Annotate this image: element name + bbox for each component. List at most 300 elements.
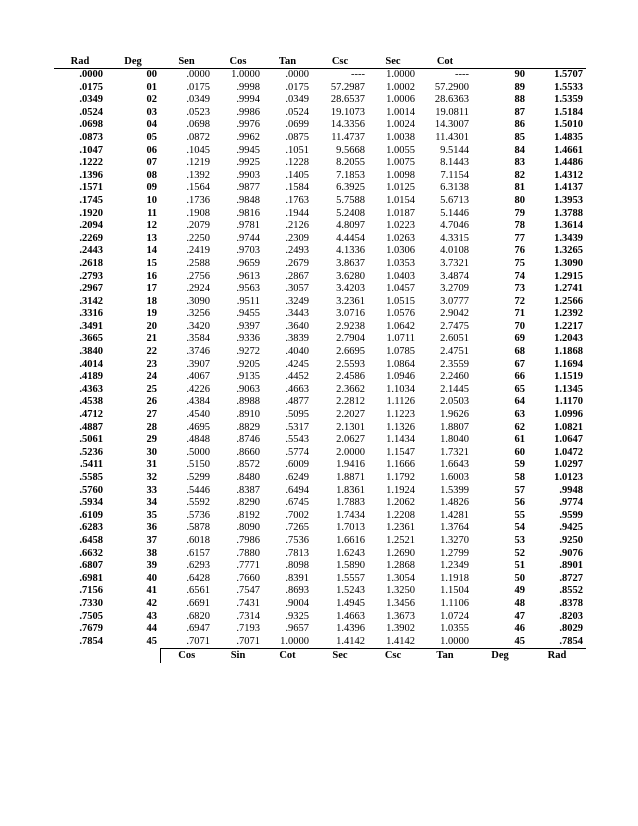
table-cell: .2924	[186, 283, 210, 295]
table-cell: .4245	[285, 358, 309, 370]
table-cell: 44	[146, 623, 157, 635]
table-cell: 61	[514, 434, 525, 446]
table-row	[54, 119, 586, 132]
table-cell: 4.0108	[440, 245, 469, 257]
table-cell: 1.1170	[554, 396, 583, 408]
table-cell: 00	[146, 69, 157, 80]
table-cell: 1.0353	[386, 257, 415, 269]
table-cell: .2679	[285, 257, 309, 269]
header-cell	[472, 55, 528, 69]
table-cell: .6691	[186, 597, 210, 609]
table-cell: .1920	[79, 207, 103, 219]
table-cell: 76	[514, 245, 525, 257]
table-cell: 05	[146, 131, 157, 143]
table-cell: 1.0187	[386, 207, 415, 219]
table-cell: 1.0821	[554, 421, 583, 433]
table-cell: 1.0785	[386, 346, 415, 358]
table-cell: 2.7904	[336, 333, 365, 345]
table-cell: .0875	[285, 131, 309, 143]
table-cell: .7547	[236, 585, 260, 597]
header-cell: Cot	[418, 55, 472, 69]
table-cell: 1.0024	[386, 119, 415, 131]
table-row	[54, 371, 586, 384]
table-cell: .8552	[559, 585, 583, 597]
table-cell: 1.2208	[386, 509, 415, 521]
table-cell: 30	[146, 446, 157, 458]
table-cell: 56	[514, 497, 525, 509]
table-cell: .9986	[236, 106, 260, 118]
table-cell: 83	[514, 157, 525, 169]
table-cell: .2618	[79, 257, 103, 269]
table-cell: 45	[514, 635, 525, 647]
table-cell: 1.3764	[440, 522, 469, 534]
table-cell: 1.0711	[386, 333, 415, 345]
table-cell: 24	[146, 371, 157, 383]
table-cell: 1.0946	[386, 371, 415, 383]
table-row	[54, 182, 586, 195]
table-cell: .1405	[285, 169, 309, 181]
table-cell: 4.4454	[336, 232, 365, 244]
table-cell: 1.4281	[440, 509, 469, 521]
table-cell: 1.1694	[554, 358, 583, 370]
table-cell: 73	[514, 283, 525, 295]
table-cell: .2756	[186, 270, 210, 282]
table-cell: .3420	[186, 320, 210, 332]
table-cell: 9.5668	[336, 144, 365, 156]
table-row	[54, 548, 586, 561]
table-row	[54, 522, 586, 535]
table-cell: 2.2460	[440, 371, 469, 383]
table-cell: 31	[146, 459, 157, 471]
footer-cell	[106, 649, 160, 664]
table-cell: .8727	[559, 572, 583, 584]
table-cell: 1.1034	[386, 383, 415, 395]
table-cell: .5446	[186, 484, 210, 496]
table-cell: .1396	[79, 169, 103, 181]
footer-cell	[54, 649, 106, 664]
table-cell: 1.3614	[554, 220, 583, 232]
table-cell: .7986	[236, 534, 260, 546]
table-cell: 7.1154	[440, 169, 469, 181]
table-cell: .2588	[186, 257, 210, 269]
table-cell: 1.0355	[440, 623, 469, 635]
table-row	[54, 233, 586, 246]
table-cell: 68	[514, 346, 525, 358]
table-cell: .9948	[559, 484, 583, 496]
table-cell: .4877	[285, 396, 309, 408]
table-row	[54, 510, 586, 523]
table-cell: .7536	[285, 534, 309, 546]
table-cell: 1.6616	[336, 534, 365, 546]
table-cell: 2.2812	[336, 396, 365, 408]
table-cell: 03	[146, 106, 157, 118]
table-cell: .7771	[236, 560, 260, 572]
table-cell: 2.7475	[440, 320, 469, 332]
table-cell: 1.1223	[386, 409, 415, 421]
table-row	[54, 396, 586, 409]
header-cell: Sen	[160, 55, 213, 69]
table-cell: 2.6695	[336, 346, 365, 358]
table-cell: 4.1336	[336, 245, 365, 257]
table-cell: 16	[146, 270, 157, 282]
table-cell: .5095	[285, 409, 309, 421]
table-cell: 6.3138	[440, 182, 469, 194]
table-cell: .4067	[186, 371, 210, 383]
table-cell: .3746	[186, 346, 210, 358]
table-cell: 1.3902	[386, 623, 415, 635]
table-cell: 1.1666	[386, 459, 415, 471]
table-cell: 78	[514, 220, 525, 232]
table-cell: 1.0297	[554, 459, 583, 471]
table-row	[54, 145, 586, 158]
table-cell: .4887	[79, 421, 103, 433]
table-cell: 89	[514, 81, 525, 93]
table-cell: 1.8361	[336, 484, 365, 496]
table-cell: .9925	[236, 157, 260, 169]
table-cell: 2.0627	[336, 434, 365, 446]
table-cell: 1.0996	[554, 409, 583, 421]
table-cell: 82	[514, 169, 525, 181]
table-cell: 1.8807	[440, 421, 469, 433]
table-cell: .8910	[236, 409, 260, 421]
table-cell: 38	[146, 547, 157, 559]
table-cell: .6947	[186, 623, 210, 635]
table-cell: .0175	[285, 81, 309, 93]
table-cell: .0000	[79, 69, 103, 80]
table-cell: 1.3090	[554, 257, 583, 269]
table-cell: 1.0515	[386, 295, 415, 307]
table-cell: .9325	[285, 610, 309, 622]
table-cell: 5.1446	[440, 207, 469, 219]
table-cell: 3.2361	[336, 295, 365, 307]
table-cell: 1.1345	[554, 383, 583, 395]
table-cell: 25	[146, 383, 157, 395]
table-cell: .3142	[79, 295, 103, 307]
table-cell: 1.1918	[440, 572, 469, 584]
table-cell: 64	[514, 396, 525, 408]
table-cell: .6820	[186, 610, 210, 622]
table-cell: .5760	[79, 484, 103, 496]
table-cell: 09	[146, 182, 157, 194]
table-cell: 1.2361	[386, 522, 415, 534]
table-cell: 1.0000	[440, 635, 469, 647]
table-cell: .4695	[186, 421, 210, 433]
table-cell: .4452	[285, 371, 309, 383]
table-cell: 3.4203	[336, 283, 365, 295]
table-cell: 1.0457	[386, 283, 415, 295]
table-cell: 14.3007	[434, 119, 469, 131]
table-cell: 1.1504	[440, 585, 469, 597]
table-cell: 35	[146, 509, 157, 521]
table-cell: 84	[514, 144, 525, 156]
table-cell: .9962	[236, 131, 260, 143]
table-cell: .5543	[285, 434, 309, 446]
table-cell: 1.2349	[440, 560, 469, 572]
table-cell: 1.6243	[336, 547, 365, 559]
table-cell: 1.3456	[386, 597, 415, 609]
table-cell: 5.6713	[440, 194, 469, 206]
table-cell: 51	[514, 560, 525, 572]
table-cell: 3.8637	[336, 257, 365, 269]
table-row	[54, 321, 586, 334]
table-cell: 86	[514, 119, 525, 131]
table-cell: 1.0642	[386, 320, 415, 332]
table-cell: 1.0647	[554, 434, 583, 446]
table-cell: 1.8871	[336, 472, 365, 483]
table-cell: 7.1853	[336, 169, 365, 181]
table-cell: 1.7321	[440, 446, 469, 458]
table-cell: .8391	[285, 572, 309, 584]
table-cell: .7854	[79, 635, 103, 647]
table-cell: .0349	[79, 94, 103, 106]
table-cell: 71	[514, 308, 525, 320]
table-cell: 1.5010	[554, 119, 583, 131]
table-cell: 1.0263	[386, 232, 415, 244]
footer-cell: Sin	[213, 649, 263, 664]
table-cell: .9063	[236, 383, 260, 395]
table-cell: .0000	[285, 69, 309, 80]
table-cell: 1.1326	[386, 421, 415, 433]
table-row	[54, 283, 586, 296]
table-cell: .0175	[79, 81, 103, 93]
table-cell: .2967	[79, 283, 103, 295]
table-cell: 1.0038	[386, 131, 415, 143]
table-cell: 1.0403	[386, 270, 415, 282]
table-cell: .9250	[559, 534, 583, 546]
table-cell: .9336	[236, 333, 260, 345]
table-cell: 1.0576	[386, 308, 415, 320]
table-cell: .6494	[285, 484, 309, 496]
table-cell: .1392	[186, 169, 210, 181]
header-cell: Tan	[263, 55, 312, 69]
table-cell: .9659	[236, 257, 260, 269]
table-cell: 1.1924	[386, 484, 415, 496]
table-cell: 1.8040	[440, 434, 469, 446]
table-cell: 15	[146, 257, 157, 269]
table-cell: .9998	[236, 81, 260, 93]
table-cell: 12	[146, 220, 157, 232]
table-cell: .7660	[236, 572, 260, 584]
table-cell: .7002	[285, 509, 309, 521]
table-cell: 1.7883	[336, 497, 365, 509]
table-cell: 1.7434	[336, 509, 365, 521]
table-cell: 42	[146, 597, 157, 609]
table-cell: 43	[146, 610, 157, 622]
table-cell: .2079	[186, 220, 210, 232]
table-cell: .4538	[79, 396, 103, 408]
table-cell: 1.1792	[386, 472, 415, 483]
table-cell: .6293	[186, 560, 210, 572]
table-cell: .2867	[285, 270, 309, 282]
table-cell: 2.1445	[440, 383, 469, 395]
table-cell: 13	[146, 232, 157, 244]
table-cell: 19	[146, 308, 157, 320]
table-cell: .8829	[236, 421, 260, 433]
table-cell: .9076	[559, 547, 583, 559]
table-cell: .0698	[186, 119, 210, 131]
table-cell: 11.4301	[435, 131, 469, 143]
table-cell: .3316	[79, 308, 103, 320]
table-cell: .3057	[285, 283, 309, 295]
table-cell: .9877	[236, 182, 260, 194]
table-cell: .5061	[79, 434, 103, 446]
table-cell: .2269	[79, 232, 103, 244]
table-cell: 1.0000	[231, 69, 260, 80]
table-row	[54, 346, 586, 359]
table-cell: .9135	[236, 371, 260, 383]
table-cell: .9004	[285, 597, 309, 609]
table-cell: 46	[514, 623, 525, 635]
table-cell: 3.7321	[440, 257, 469, 269]
table-cell: .0523	[186, 106, 210, 118]
table-cell: 88	[514, 94, 525, 106]
table-cell: .2493	[285, 245, 309, 257]
table-cell: 1.0014	[386, 106, 415, 118]
table-row	[54, 472, 586, 485]
table-cell: 1.4826	[440, 497, 469, 509]
table-cell: 1.0055	[386, 144, 415, 156]
trig-table	[54, 55, 586, 663]
table-cell: 1.0223	[386, 220, 415, 232]
table-cell: .7071	[236, 635, 260, 647]
table-cell: .8290	[236, 497, 260, 509]
table-cell: 1.2043	[554, 333, 583, 345]
table-cell: .0699	[285, 119, 309, 131]
table-cell: .9511	[236, 295, 260, 307]
table-cell: 57	[514, 484, 525, 496]
table-cell: 70	[514, 320, 525, 332]
table-cell: .4540	[186, 409, 210, 421]
table-row	[54, 94, 586, 107]
table-cell: .2793	[79, 270, 103, 282]
table-cell: 1.2062	[386, 497, 415, 509]
table-row	[54, 245, 586, 258]
table-row	[54, 170, 586, 183]
table-cell: .3665	[79, 333, 103, 345]
table-row	[54, 82, 586, 95]
table-cell: .6632	[79, 547, 103, 559]
table-cell: 20	[146, 320, 157, 332]
header-cell: Rad	[54, 55, 106, 69]
table-cell: 36	[146, 522, 157, 534]
table-cell: .5592	[186, 497, 210, 509]
table-cell: .9976	[236, 119, 260, 131]
table-cell: 47	[514, 610, 525, 622]
table-cell: .6109	[79, 509, 103, 521]
table-cell: 79	[514, 207, 525, 219]
footer-cell: Cos	[160, 649, 213, 664]
table-cell: 3.0716	[336, 308, 365, 320]
table-cell: 2.5593	[336, 358, 365, 370]
table-cell: 1.6643	[440, 459, 469, 471]
table-cell: ----	[351, 69, 365, 80]
table-cell: .3090	[186, 295, 210, 307]
table-cell: 1.1868	[554, 346, 583, 358]
table-cell: .9205	[236, 358, 260, 370]
table-cell: .1047	[79, 144, 103, 156]
table-cell: 1.3953	[554, 194, 583, 206]
table-cell: 3.4874	[440, 270, 469, 282]
table-row	[54, 485, 586, 498]
table-cell: .9945	[236, 144, 260, 156]
table-cell: .2126	[285, 220, 309, 232]
table-cell: .7071	[186, 635, 210, 647]
table-cell: 1.3270	[440, 534, 469, 546]
table-cell: 1.1547	[386, 446, 415, 458]
table-cell: .2250	[186, 232, 210, 244]
table-cell: 81	[514, 182, 525, 194]
footer-row	[54, 649, 586, 664]
table-cell: .5000	[186, 446, 210, 458]
table-cell: .8901	[559, 560, 583, 572]
table-cell: .5878	[186, 522, 210, 534]
table-cell: 06	[146, 144, 157, 156]
table-cell: 8.1443	[440, 157, 469, 169]
table-row	[54, 447, 586, 460]
table-cell: .5585	[79, 472, 103, 483]
table-cell: .8660	[236, 446, 260, 458]
table-cell: 85	[514, 131, 525, 143]
table-cell: .1736	[186, 194, 210, 206]
table-cell: 59	[514, 459, 525, 471]
table-cell: 1.3788	[554, 207, 583, 219]
table-cell: .9272	[236, 346, 260, 358]
table-cell: .9703	[236, 245, 260, 257]
table-cell: .6283	[79, 522, 103, 534]
table-row	[54, 585, 586, 598]
table-cell: 11.4737	[331, 131, 365, 143]
table-cell: .6009	[285, 459, 309, 471]
table-cell: 01	[146, 81, 157, 93]
table-cell: .1944	[285, 207, 309, 219]
table-cell: 3.0777	[440, 295, 469, 307]
table-cell: .7431	[236, 597, 260, 609]
table-cell: .8693	[285, 585, 309, 597]
table-cell: .8572	[236, 459, 260, 471]
table-cell: 1.0123	[554, 472, 583, 483]
table-cell: .7505	[79, 610, 103, 622]
table-cell: 41	[146, 585, 157, 597]
table-cell: .8192	[236, 509, 260, 521]
table-cell: 1.4661	[554, 144, 583, 156]
table-cell: 65	[514, 383, 525, 395]
table-cell: 1.0864	[386, 358, 415, 370]
table-cell: .1763	[285, 194, 309, 206]
table-cell: .3584	[186, 333, 210, 345]
table-cell: .5411	[79, 459, 103, 471]
table-cell: 32	[146, 472, 157, 483]
table-cell: 29	[146, 434, 157, 446]
table-cell: .4363	[79, 383, 103, 395]
table-cell: .7813	[285, 547, 309, 559]
table-cell: .2094	[79, 220, 103, 232]
footer-cell: Sec	[312, 649, 368, 664]
table-cell: .5736	[186, 509, 210, 521]
table-cell: 50	[514, 572, 525, 584]
table-cell: .9657	[285, 623, 309, 635]
table-cell: 1.3673	[386, 610, 415, 622]
table-cell: 1.5359	[554, 94, 583, 106]
table-cell: .3249	[285, 295, 309, 307]
table-cell: 1.4142	[336, 635, 365, 647]
table-row	[54, 497, 586, 510]
table-cell: .0349	[285, 94, 309, 106]
table-cell: .3839	[285, 333, 309, 345]
table-cell: 87	[514, 106, 525, 118]
table-cell: .7314	[236, 610, 260, 622]
table-body	[54, 69, 586, 649]
table-cell: .1228	[285, 157, 309, 169]
